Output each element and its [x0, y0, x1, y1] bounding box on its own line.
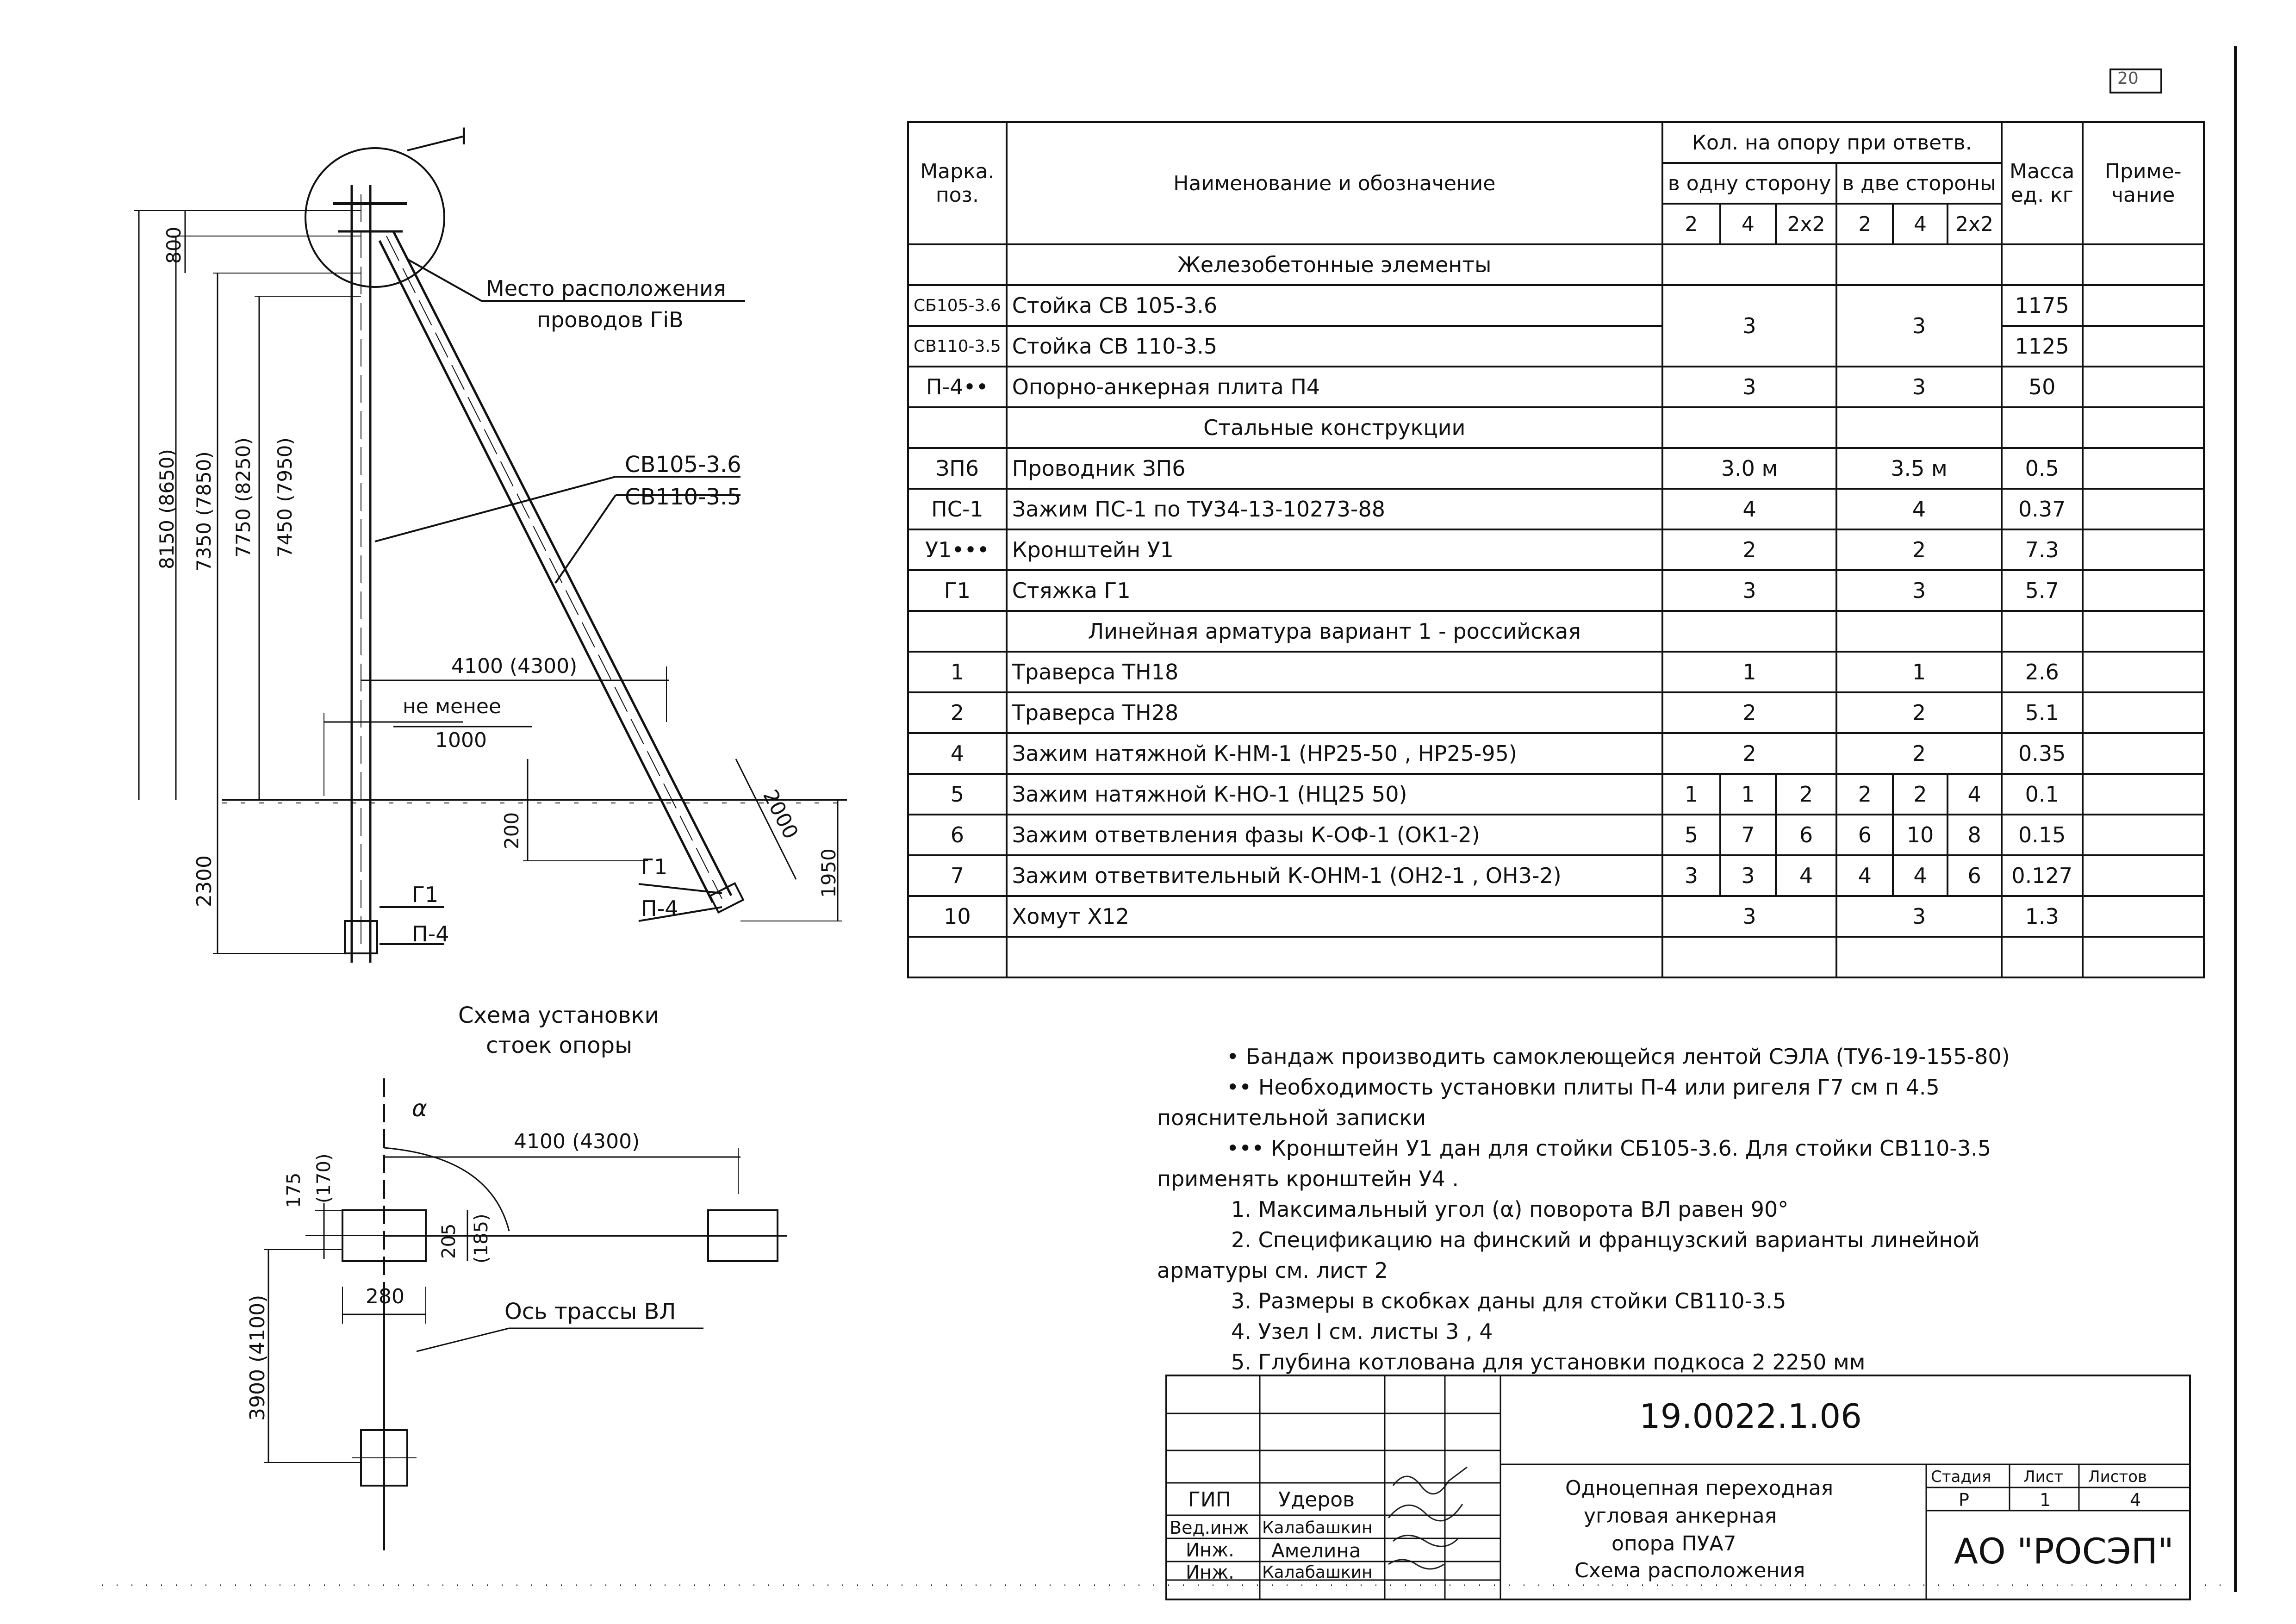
- row-mass: 7.3: [2002, 529, 2083, 570]
- sheet-header: Лист: [2023, 1468, 2064, 1486]
- section-title: Железобетонные элементы: [1007, 244, 1662, 285]
- dim-175: 175: [283, 1172, 305, 1208]
- row-qty-one: 1: [1662, 652, 1836, 692]
- row-name: Кронштейн У1: [1007, 529, 1662, 570]
- notes-block: [1157, 1041, 2092, 1377]
- header-qty: Кол. на опору при ответв.: [1662, 122, 2002, 163]
- table-row: [908, 570, 2204, 611]
- caption-line-2: стоек опоры: [486, 1033, 632, 1058]
- pole-label-sv110: СВ110-3.5: [625, 484, 741, 510]
- dim-205: 205: [438, 1223, 460, 1259]
- label-g1-left: Г1: [412, 882, 439, 907]
- specification-table: [907, 121, 2205, 978]
- row-qty: 6: [1948, 855, 2002, 896]
- row-qty-one: 3: [1662, 570, 1836, 611]
- row-mass: 2.6: [2002, 652, 2083, 692]
- row-name: Зажим натяжной К-НМ-1 (НР25-50 , НР25-95): [1007, 733, 1662, 774]
- note-line: ••• Кронштейн У1 дан для стойки СБ105-3.6. Для стойки СВ110-3.5: [1226, 1136, 1991, 1161]
- row-mark: ЗП6: [908, 448, 1007, 489]
- role-engineer: Инж.: [1186, 1562, 1234, 1583]
- row-qty: 4: [1776, 855, 1836, 896]
- row-qty-one: 3: [1662, 367, 1836, 407]
- row-name: Стойка СВ 110-3.5: [1007, 326, 1662, 367]
- table-row: [908, 367, 2204, 407]
- note-line: 3. Размеры в скобках даны для стойки СВ110-3.5: [1231, 1288, 1786, 1313]
- row-mark: СВ110-3.5: [908, 326, 1007, 367]
- drawing-title-4: Схема расположения: [1574, 1559, 1805, 1582]
- row-mark: 4: [908, 733, 1007, 774]
- row-mass: 0.35: [2002, 733, 2083, 774]
- header-note: Приме- чание: [2083, 122, 2204, 244]
- name-engineer-1: Амелина: [1271, 1539, 1361, 1562]
- header-name: Наименование и обозначение: [1007, 122, 1662, 244]
- row-qty: 6: [1836, 815, 1893, 855]
- row-mass: 1175: [2002, 285, 2083, 326]
- dim-200: 200: [500, 812, 523, 849]
- label-p4-right: П-4: [641, 896, 678, 921]
- note-line: 4. Узел I см. листы 3 , 4: [1231, 1319, 1493, 1344]
- stage-header: Стадия: [1931, 1468, 1991, 1486]
- table-row: [908, 529, 2204, 570]
- title-block: [1165, 1375, 2191, 1600]
- role-lead-engineer: Вед.инж: [1170, 1518, 1249, 1538]
- row-qty: 4: [1836, 855, 1893, 896]
- row-qty-two: 2: [1836, 692, 2001, 733]
- row-mark: 6: [908, 815, 1007, 855]
- dim-7750: 7750 (8250): [232, 437, 255, 558]
- dim-2000: 2000: [758, 786, 803, 843]
- row-qty-one: 3: [1662, 285, 1836, 367]
- row-mark: Г1: [908, 570, 1007, 611]
- row-mass: 50: [2002, 367, 2083, 407]
- name-lead-engineer: Калабашкин: [1262, 1518, 1373, 1537]
- not-less-label: не менее: [403, 695, 501, 718]
- row-qty-two: 3: [1836, 570, 2001, 611]
- row-qty: 4: [1948, 774, 2002, 815]
- row-qty: 1: [1720, 774, 1776, 815]
- table-row: [908, 285, 2204, 326]
- row-mass: 0.15: [2002, 815, 2083, 855]
- header-sub: 2х2: [1948, 204, 2002, 244]
- row-qty: 7: [1720, 815, 1776, 855]
- row-qty: 3: [1662, 855, 1720, 896]
- row-qty-two: 2: [1836, 733, 2001, 774]
- header-one-side: в одну сторону: [1662, 163, 1836, 204]
- header-sub: 4: [1720, 204, 1776, 244]
- table-row-section: [908, 244, 2204, 285]
- header-mass: Масса ед. кг: [2002, 122, 2083, 244]
- table-row: [908, 733, 2204, 774]
- row-name: Зажим ответвительный К-ОНМ-1 (ОН2-1 , ОН3-2): [1007, 855, 1662, 896]
- row-name: Зажим ответвления фазы К-ОФ-1 (ОК1-2): [1007, 815, 1662, 855]
- drawing-title-1: Одноцепная переходная: [1565, 1476, 1834, 1500]
- row-mass: 0.127: [2002, 855, 2083, 896]
- row-mark: У1•••: [908, 529, 1007, 570]
- table-row-empty: [908, 937, 2204, 977]
- row-qty-two: 2: [1836, 529, 2001, 570]
- row-qty-two: 1: [1836, 652, 2001, 692]
- dim-1950: 1950: [817, 848, 840, 898]
- table-row: [908, 652, 2204, 692]
- row-name: Зажим натяжной К-НО-1 (НЦ25 50): [1007, 774, 1662, 815]
- note-line: 1. Максимальный угол (α) поворота ВЛ равен 90°: [1231, 1197, 1789, 1222]
- note-line: • Бандаж производить самоклеющейся лентой СЭЛА (ТУ6-19-155-80): [1226, 1044, 2010, 1069]
- role-gip: ГИП: [1188, 1488, 1231, 1512]
- header-sub: 2: [1662, 204, 1720, 244]
- note-line: арматуры см. лист 2: [1157, 1258, 1388, 1283]
- drawing-title-3: опора ПУА7: [1612, 1532, 1736, 1556]
- wires-location-label-2: проводов ГіВ: [537, 307, 684, 332]
- table-row: [908, 692, 2204, 733]
- row-mass: 1125: [2002, 326, 2083, 367]
- table-row: [908, 774, 2204, 815]
- row-name: Хомут Х12: [1007, 896, 1662, 937]
- header-sub: 4: [1893, 204, 1947, 244]
- row-qty: 2: [1776, 774, 1836, 815]
- label-g1-right: Г1: [641, 854, 668, 879]
- row-mass: 0.1: [2002, 774, 2083, 815]
- dim-4100-elevation: 4100 (4300): [451, 654, 578, 678]
- row-qty: 2: [1893, 774, 1947, 815]
- row-name: Проводник ЗП6: [1007, 448, 1662, 489]
- row-mark: 7: [908, 855, 1007, 896]
- angle-alpha-label: α: [412, 1095, 427, 1122]
- row-qty-one: 4: [1662, 489, 1836, 529]
- header-sub: 2: [1836, 204, 1893, 244]
- table-row: [908, 815, 2204, 855]
- row-name: Опорно-анкерная плита П4: [1007, 367, 1662, 407]
- note-line: •• Необходимость установки плиты П-4 или ригеля Г7 см п 4.5: [1226, 1075, 1940, 1100]
- row-qty: 5: [1662, 815, 1720, 855]
- row-qty-two: 3: [1836, 285, 2001, 367]
- row-name: Зажим ПС-1 по ТУ34-13-10273-88: [1007, 489, 1662, 529]
- table-row: [908, 448, 2204, 489]
- row-qty: 1: [1662, 774, 1720, 815]
- dim-4100-plan: 4100 (4300): [514, 1130, 640, 1153]
- row-qty-one: 2: [1662, 692, 1836, 733]
- row-mass: 0.37: [2002, 489, 2083, 529]
- dim-7350: 7350 (7850): [193, 451, 215, 572]
- dim-185: (185): [471, 1213, 492, 1263]
- dim-280: 280: [366, 1285, 404, 1308]
- table-row: [908, 326, 2204, 367]
- dim-3900: 3900 (4100): [246, 1294, 269, 1421]
- row-mark: 2: [908, 692, 1007, 733]
- row-mass: 0.5: [2002, 448, 2083, 489]
- dim-8150: 8150 (8650): [156, 449, 178, 569]
- node-label: I: [460, 123, 467, 150]
- row-qty: 4: [1893, 855, 1947, 896]
- label-p4-left: П-4: [412, 921, 449, 946]
- row-qty: 2: [1836, 774, 1893, 815]
- note-line: 2. Спецификацию на финский и французский варианты линейной: [1231, 1227, 1980, 1252]
- row-mark: П-4••: [908, 367, 1007, 407]
- name-gip: Удеров: [1278, 1488, 1355, 1512]
- row-mass: 5.1: [2002, 692, 2083, 733]
- row-qty: 6: [1776, 815, 1836, 855]
- table-row: [908, 855, 2204, 896]
- page-number: 20: [2117, 69, 2139, 88]
- row-mark: 1: [908, 652, 1007, 692]
- dim-170: (170): [313, 1153, 335, 1203]
- row-name: Траверса ТН28: [1007, 692, 1662, 733]
- sheet-value: 1: [2040, 1490, 2051, 1510]
- role-engineer: Инж.: [1186, 1540, 1234, 1561]
- table-row-section: [908, 407, 2204, 448]
- drawing-title-2: угловая анкерная: [1584, 1504, 1777, 1528]
- table-row-section: [908, 611, 2204, 652]
- section-title: Линейная арматура вариант 1 - российская: [1007, 611, 1662, 652]
- row-name: Траверса ТН18: [1007, 652, 1662, 692]
- table-row: [908, 896, 2204, 937]
- stage-value: Р: [1959, 1490, 1969, 1510]
- row-qty-one: 2: [1662, 529, 1836, 570]
- row-mark: 5: [908, 774, 1007, 815]
- row-mark: ПС-1: [908, 489, 1007, 529]
- note-line: пояснительной записки: [1157, 1105, 1426, 1130]
- row-qty: 3: [1720, 855, 1776, 896]
- header-two-sides: в две стороны: [1836, 163, 2001, 204]
- row-qty-two: 3: [1836, 896, 2001, 937]
- note-line: 5. Глубина котлована для установки подкоса 2 2250 мм: [1231, 1350, 1866, 1375]
- wires-location-label-1: Место расположения: [486, 276, 726, 301]
- dim-800: 800: [162, 226, 185, 264]
- name-engineer-2: Калабашкин: [1262, 1563, 1373, 1582]
- dim-1000: 1000: [435, 728, 487, 752]
- row-mark: СБ105-3.6: [908, 285, 1007, 326]
- table-row: [908, 489, 2204, 529]
- row-qty-two: 3.5 м: [1836, 448, 2001, 489]
- note-line: применять кронштейн У4 .: [1157, 1166, 1459, 1191]
- header-mark: Марка. поз.: [908, 122, 1007, 244]
- pole-label-sv105: СВ105-3.6: [625, 452, 741, 478]
- row-qty-one: 2: [1662, 733, 1836, 774]
- row-mass: 5.7: [2002, 570, 2083, 611]
- section-title: Стальные конструкции: [1007, 407, 1662, 448]
- row-name: Стойка СВ 105-3.6: [1007, 285, 1662, 326]
- row-qty: 10: [1893, 815, 1947, 855]
- row-qty: 8: [1948, 815, 2002, 855]
- caption-line-1: Схема установки: [458, 1002, 659, 1028]
- row-mass: 1.3: [2002, 896, 2083, 937]
- sheets-header: Листов: [2088, 1468, 2147, 1486]
- row-mark: 10: [908, 896, 1007, 937]
- document-code: 19.0022.1.06: [1639, 1397, 1862, 1436]
- organization: АО "РОСЭП": [1954, 1531, 2174, 1572]
- sheets-value: 4: [2130, 1490, 2141, 1510]
- row-qty-two: 4: [1836, 489, 2001, 529]
- row-qty-two: 3: [1836, 367, 2001, 407]
- header-sub: 2х2: [1776, 204, 1836, 244]
- row-qty-one: 3.0 м: [1662, 448, 1836, 489]
- route-axis-label: Ось трассы ВЛ: [504, 1299, 676, 1325]
- row-qty-one: 3: [1662, 896, 1836, 937]
- dim-7450: 7450 (7950): [274, 437, 296, 558]
- dim-2300: 2300: [193, 855, 216, 907]
- row-name: Стяжка Г1: [1007, 570, 1662, 611]
